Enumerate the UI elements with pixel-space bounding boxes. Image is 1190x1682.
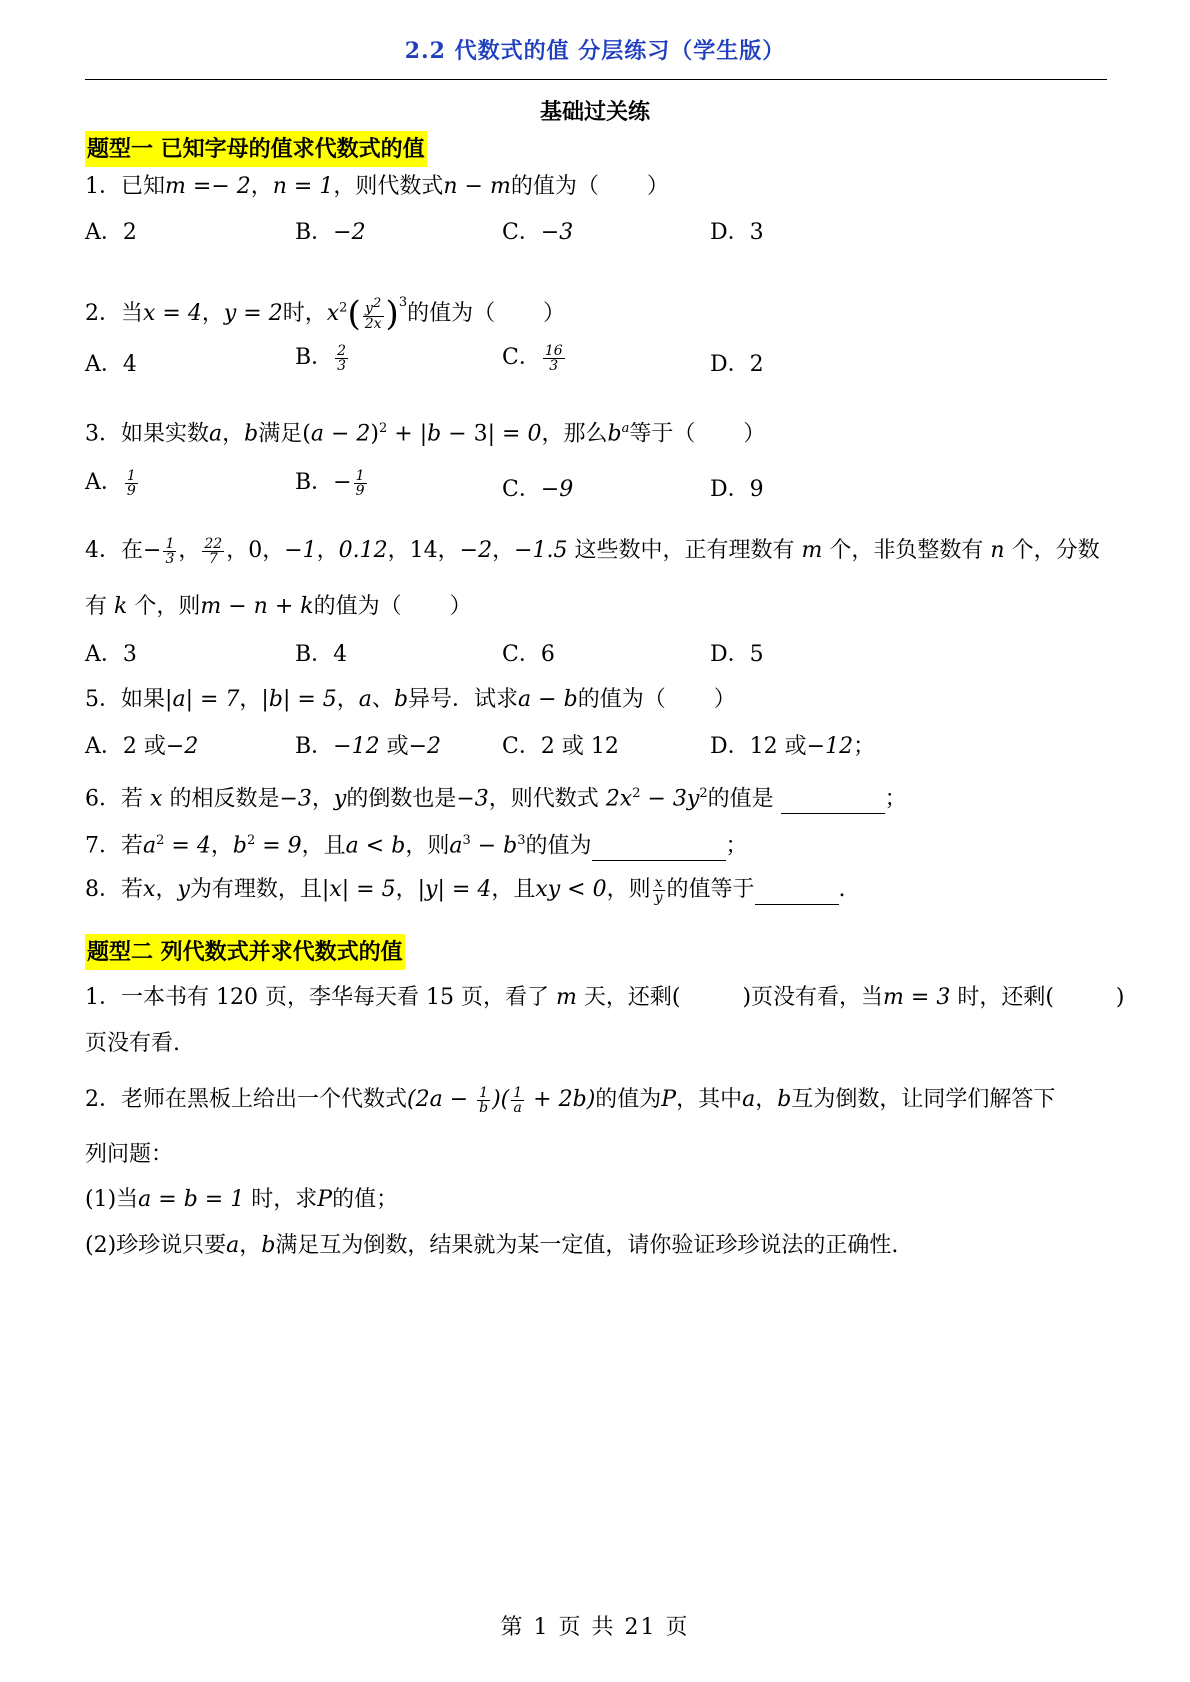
section-subtitle: 基础过关练 (539, 99, 650, 125)
q1-option-b: B．−2 (295, 220, 366, 245)
s2-question-1-line-1: 1．一本书有 120 页，李华每天看 15 页，看了 m 天，还剩( )页没有看，当m = 3 时，还剩( ) (85, 985, 1125, 1010)
q3-option-b: B．− $\frac{1}{9}$ (295, 467, 365, 499)
q5-option-b: B．−12 或−2 (295, 734, 442, 759)
q5-option-d: D．12 或−12； (710, 734, 876, 759)
q3-option-a: A． $\frac{1}{9}$ (85, 467, 136, 499)
q4-option-a: A．3 (85, 642, 137, 667)
question-2: 2．当x = 4，y = 2时，$x^2$( $\frac{y^2}{2x}$ )$^3$的值为（ ） (85, 294, 566, 334)
q5-option-a: A．2 或−2 (85, 734, 199, 759)
s2-question-2-part-1: (1)当a = b = 1 时，求P的值； (85, 1187, 399, 1212)
question-4-line-2: 有 k 个，则m − n + k的值为（ ） (85, 594, 472, 619)
s2-question-2-line-1: 2．老师在黑板上给出一个代数式(2a − $\frac{1}{b}$ )( $\frac{1}{a}$ + 2b)的值为P，其中a，b互为倒数，让同学们解答下 (85, 1084, 1056, 1116)
question-5: 5．如果|a| = 7，|b| = 5，a、b异号．试求a − b的值为（ ） (85, 687, 736, 712)
header-rule (85, 79, 1107, 80)
section-heading-2: 题型二 列代数式并求代数式的值 (85, 934, 405, 970)
s2-question-1-line-2: 页没有看. (85, 1031, 180, 1056)
question-1: 1．已知m =− 2，n = 1，则代数式n − m的值为（ ） (85, 174, 669, 199)
question-8: 8．若x，y为有理数，且|x| = 5，|y| = 4，且xy < 0，则 $\frac{x}{y}$ 的值等于 . (85, 874, 846, 906)
q4-option-b: B．4 (295, 642, 348, 667)
s2-question-2-part-2: (2)珍珍说只要a，b满足互为倒数，结果就为某一定值，请你验证珍珍说法的正确性. (85, 1233, 899, 1258)
q5-option-c: C．2 或 12 (502, 734, 619, 759)
q1-option-d: D．3 (710, 220, 764, 245)
q2-option-a: A．4 (85, 352, 137, 377)
question-3: 3．如果实数a，b满足$(a - 2)^2 + |b - 3| = 0$，那么$b^a$等于（ ） (85, 421, 766, 447)
question-6: 6．若 x 的相反数是−3，y的倒数也是−3，则代数式 $2x^2 - 3y^2$的值是 ； (85, 779, 907, 814)
q1-option-c: C．−3 (502, 220, 574, 245)
s2-question-2-line-2: 列问题： (85, 1142, 174, 1167)
section-heading-1: 题型一 已知字母的值求代数式的值 (85, 131, 427, 167)
q4-option-c: C．6 (502, 642, 555, 667)
q3-option-d: D．9 (710, 477, 764, 502)
q2-option-c: C． $\frac{16}{3}$ (502, 342, 563, 374)
q1-option-a: A．2 (85, 220, 137, 245)
page-footer: 第 1 页 共 21 页 (500, 1615, 690, 1640)
q3-option-c: C．−9 (502, 477, 574, 502)
q4-option-d: D．5 (710, 642, 764, 667)
page-title: 2.2 代数式的值 分层练习（学生版） (404, 38, 786, 64)
question-4-line-1: 4．在− $\frac{1}{3}$ ， $\frac{22}{7}$ ，0，−1，0.12，14，−2，−1.5 这些数中，正有理数有 m 个，非负整数有 n 个，分数 (85, 535, 1100, 567)
q2-option-b: B． $\frac{2}{3}$ (295, 342, 347, 374)
question-7: 7．若$a^2 = 4$，$b^2 = 9$，且a < b，则$a^3 - b^3$的值为 ； (85, 826, 748, 861)
q2-option-d: D．2 (710, 352, 764, 377)
